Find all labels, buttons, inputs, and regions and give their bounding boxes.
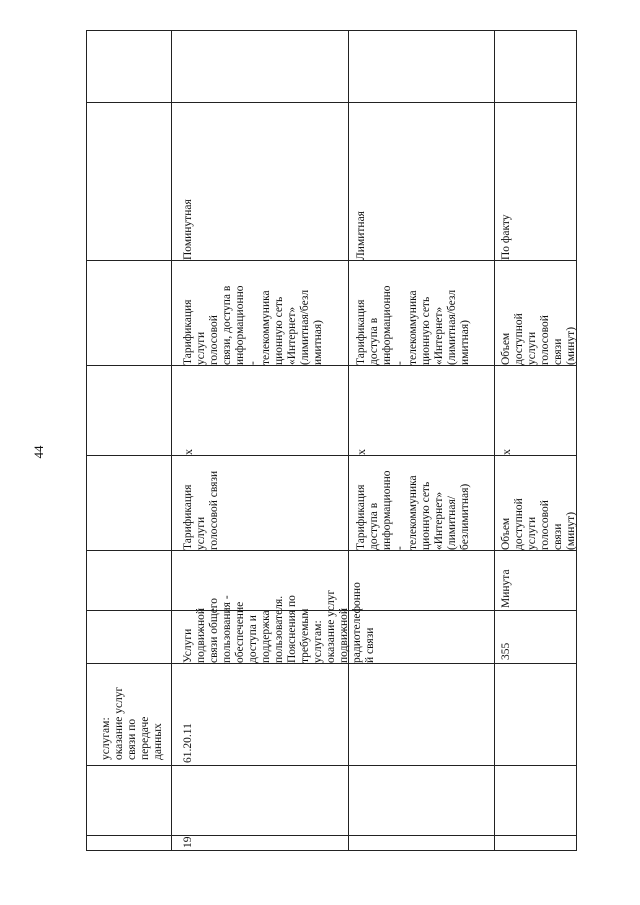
applicability-mark-2: x bbox=[354, 449, 368, 455]
characteristic-1: Тарификация услуги голосовой связи bbox=[182, 470, 220, 550]
applicability-mark-3: x bbox=[499, 449, 513, 455]
table-border-top bbox=[86, 30, 576, 31]
separator-mark bbox=[86, 365, 576, 366]
applicability-mark-1: x bbox=[181, 449, 195, 455]
parameter-name-3: Объем доступной услуги голосовой связи (минут) bbox=[500, 313, 577, 365]
row-separator-prev bbox=[171, 30, 172, 850]
parameter-value-2: Лимитная bbox=[355, 211, 367, 260]
separator-code bbox=[86, 765, 576, 766]
row-separator-sub1 bbox=[348, 30, 349, 850]
service-name: Услуги подвижной связи общего пользования - обеспечение доступа и поддержка пользователя. Пояснения по требуемым услугам: оказание услуг подвижной радиотелефонно й связи bbox=[182, 582, 376, 663]
specification-table bbox=[86, 30, 577, 851]
row-separator-sub2 bbox=[494, 30, 495, 850]
parameter-value-3: По факту bbox=[500, 214, 512, 260]
parameter-name-1: Тарификация услуги голосовой связи, доступа в информационно - телекоммуника ционную сеть «Интернет» (лимитная/безл имитная) bbox=[182, 285, 324, 365]
separator-number bbox=[86, 835, 576, 836]
table-border-left bbox=[86, 30, 87, 850]
okpd-code: 61.20.11 bbox=[182, 723, 194, 763]
separator-code-num bbox=[86, 663, 576, 664]
characteristic-2: Тарификация доступа в информационно - телекоммуника ционную сеть «Интернет» (лимитная/ безлимитная) bbox=[355, 470, 471, 550]
parameter-name-2: Тарификация доступа в информационно - телекоммуника ционную сеть «Интернет» (лимитная/безл имитная) bbox=[355, 285, 471, 365]
row-number: 19 bbox=[182, 836, 194, 848]
parameter-value-1: Поминутная bbox=[182, 199, 194, 260]
page-number: 44 bbox=[31, 445, 46, 459]
separator-param-value bbox=[86, 102, 576, 103]
separator-characteristic bbox=[86, 455, 576, 456]
separator-param-name bbox=[86, 260, 576, 261]
prev-row-service: услугам: оказание услуг связи по передаче данных bbox=[100, 686, 164, 760]
unit-code: 355 bbox=[500, 642, 512, 660]
separator-unit-hi bbox=[86, 550, 576, 551]
unit-name: Минута bbox=[500, 569, 512, 608]
characteristic-3: Объем доступной услуги голосовой связи (минут) bbox=[500, 498, 577, 550]
